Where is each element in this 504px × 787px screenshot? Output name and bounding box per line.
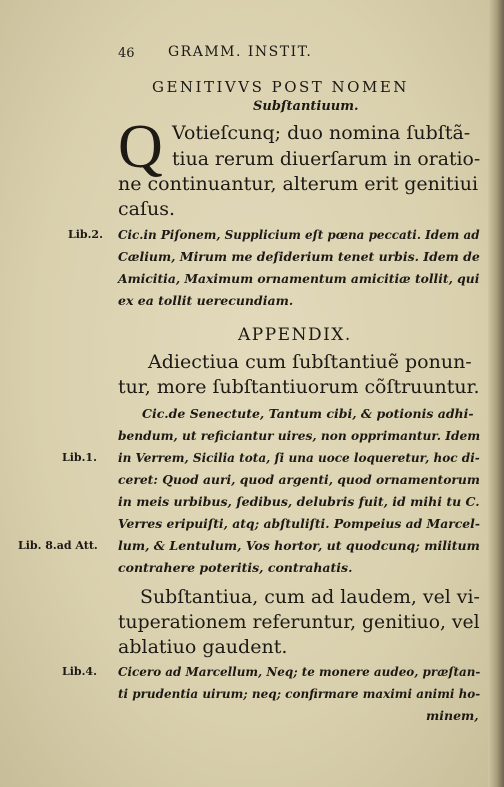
rule-one-line: caſus.	[118, 198, 176, 220]
rule-one-line: Votieſcunq; duo nomina ſubſtã-	[172, 122, 471, 144]
appendix-rule-line: Adiectiua cum ſubſtantiuẽ ponun-	[148, 351, 472, 373]
example-line: ti prudentia uirum; neq; confirmare maximi animi ho-	[118, 686, 481, 701]
example-line: ex ea tollit uerecundiam.	[118, 293, 294, 308]
margin-note: Lib.2.	[68, 228, 103, 241]
example-line: lum, & Lentulum, Vos hortor, ut quodcunq; militum	[118, 538, 480, 553]
example-line: in Verrem, Sicilia tota, ſi una uoce loqueretur, hoc di-	[118, 450, 480, 465]
page-number: 46	[118, 46, 135, 61]
example-line: Amicitia, Maximum ornamentum amicitiæ tollit, qui	[118, 271, 480, 286]
example-line: Cicero ad Marcellum, Neq; te monere audeo, præſtan-	[118, 664, 481, 679]
example-line: in meis urbibus, ſedibus, delubris fuit, id mihi tu C.	[118, 494, 480, 509]
example-line: Verres eripuiſti, atq; abſtuliſti. Pompeius ad Marcel-	[118, 516, 480, 531]
example-line: Cic.de Senectute, Tantum cibi, & potionis adhi-	[142, 406, 474, 421]
example-line: minem,	[426, 708, 479, 723]
rule-one-line: ne continuantur, alterum erit genitiui	[118, 173, 479, 195]
margin-note: Lib.4.	[62, 665, 97, 678]
appendix-rule-line: tur, more ſubſtantiuorum cõſtruuntur.	[118, 376, 480, 398]
margin-note: Lib. 8.ad Att.	[18, 539, 98, 552]
rule-two-line: Subſtantiua, cum ad laudem, vel vi-	[140, 586, 480, 608]
running-title: GRAMM. INSTIT.	[168, 44, 313, 60]
rule-two-line: tuperationem referuntur, genitiuo, vel	[118, 611, 480, 633]
example-line: Cælium, Mirum me deſiderium tenet urbis. Idem de	[118, 249, 480, 264]
example-line: ceret: Quod auri, quod argenti, quod ornamentorum	[118, 472, 480, 487]
section-subtitle: Subſtantiuum.	[253, 99, 359, 114]
example-line: contrahere poteritis, contrahatis.	[118, 560, 353, 575]
appendix-heading: APPENDIX.	[238, 325, 352, 345]
example-line: bendum, ut reficiantur uires, non opprimantur. Idem	[118, 428, 481, 443]
rule-one-line: tiua rerum diuerſarum in oratio-	[172, 148, 481, 170]
dropcap-initial: Q	[118, 113, 163, 181]
rule-two-line: ablatiuo gaudent.	[118, 636, 288, 658]
section-title: GENITIVVS POST NOMEN	[152, 78, 409, 96]
margin-note: Lib.1.	[62, 451, 97, 464]
example-line: Cic.in Piſonem, Supplicium eſt pœna peccati. Idem ad	[118, 227, 480, 242]
page-edge	[488, 0, 504, 787]
